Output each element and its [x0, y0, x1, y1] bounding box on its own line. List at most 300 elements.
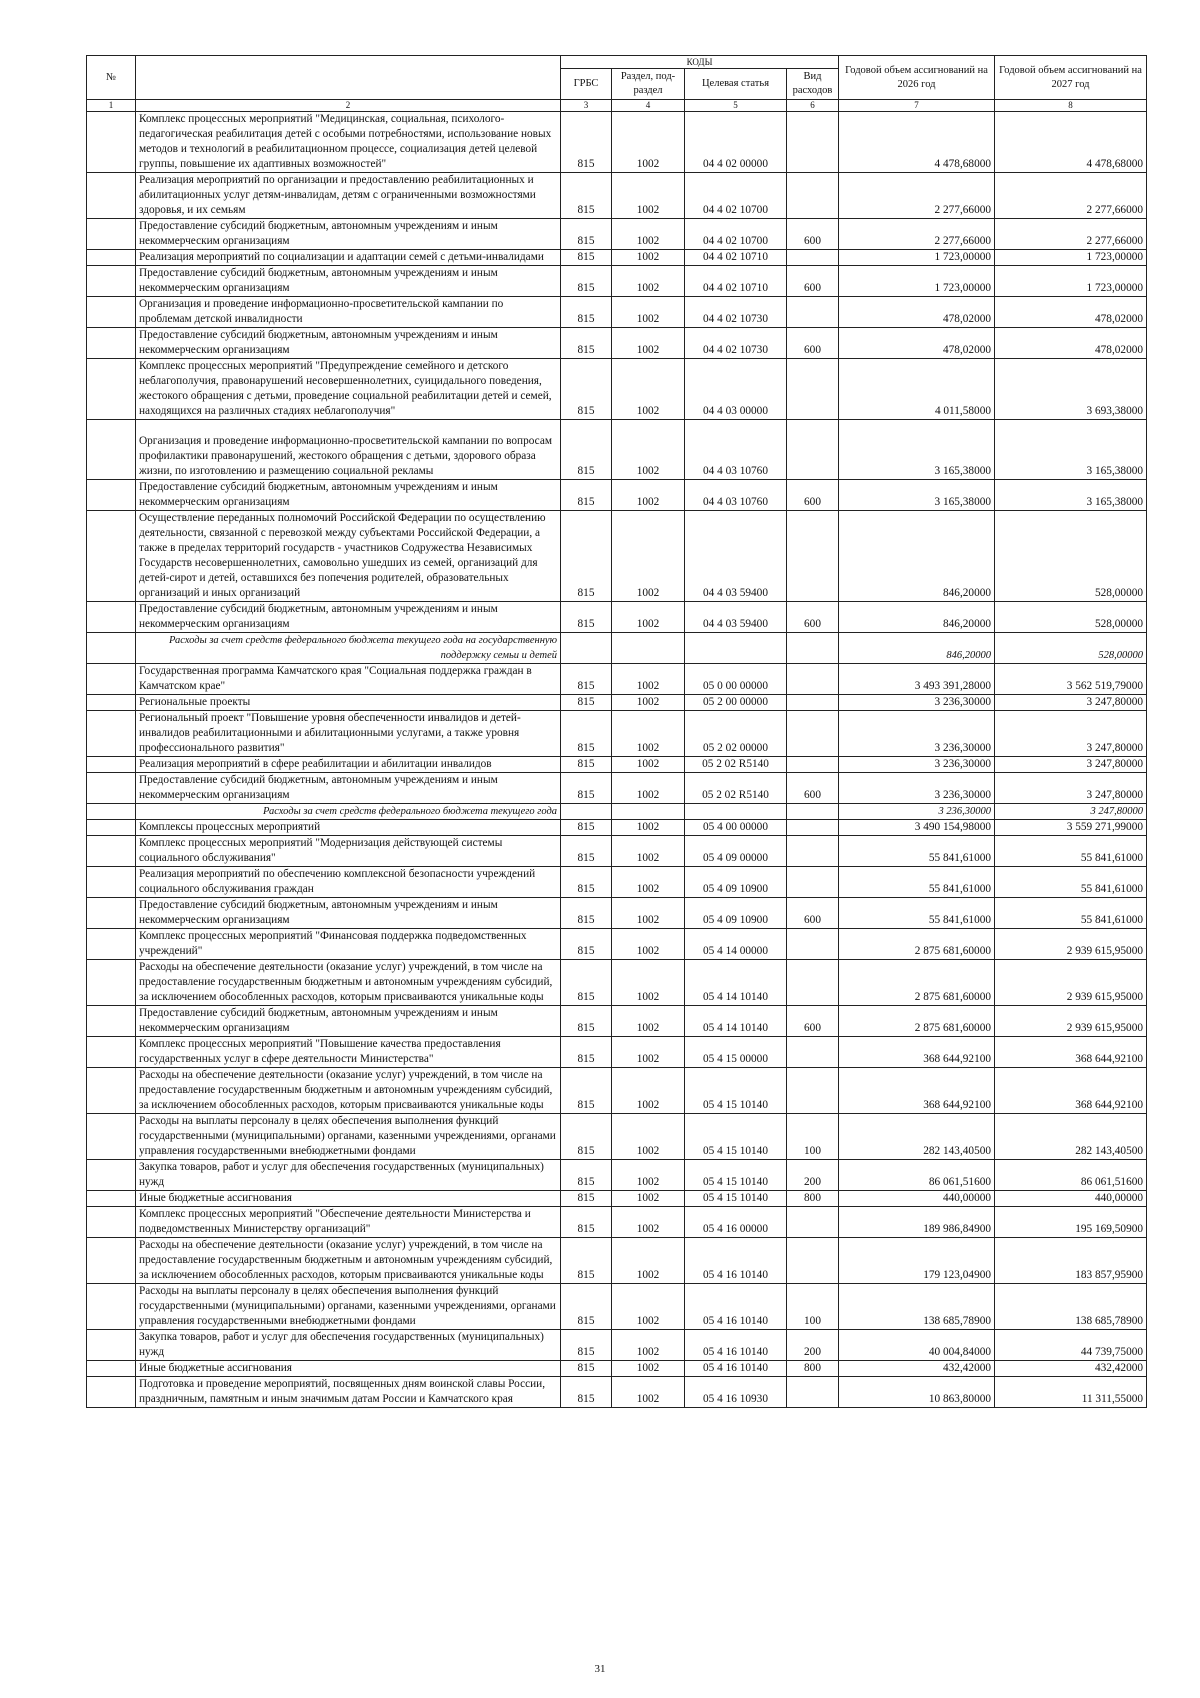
row-amount-2027-cell: 86 061,51600 — [995, 1160, 1147, 1191]
row-razdel-cell: 1002 — [612, 266, 685, 297]
row-amount-2026-cell: 3 165,38000 — [839, 480, 995, 511]
row-grbs-cell: 815 — [561, 602, 612, 633]
row-number-cell — [87, 266, 136, 297]
table-row — [87, 1377, 1147, 1408]
row-expense-type-cell — [787, 820, 839, 836]
row-razdel-cell: 1002 — [612, 328, 685, 359]
table-row — [87, 804, 1147, 820]
row-name-cell: Реализация мероприятий по организации и предоставлению реабилитационных и абилитационных услуг детям-инвалидам, детям с ограниченными возможностями здоровья, и их семьям — [136, 173, 561, 219]
row-expense-type-cell — [787, 1207, 839, 1238]
row-name-cell: Организация и проведение информационно-просветительской кампании по проблемам детской инвалидности — [136, 297, 561, 328]
row-name-cell: Комплексы процессных мероприятий — [136, 820, 561, 836]
table-row — [87, 328, 1147, 359]
row-amount-2026-cell: 2 875 681,60000 — [839, 1006, 995, 1037]
row-amount-2027-cell: 432,42000 — [995, 1361, 1147, 1377]
row-razdel-cell: 1002 — [612, 757, 685, 773]
row-number-cell — [87, 664, 136, 695]
row-number-cell — [87, 804, 136, 820]
row-number-cell — [87, 1006, 136, 1037]
row-number-cell — [87, 1330, 136, 1361]
row-razdel-cell: 1002 — [612, 480, 685, 511]
row-target-article-cell: 05 4 14 00000 — [685, 929, 787, 960]
row-amount-2026-cell: 4 011,58000 — [839, 359, 995, 420]
row-number-cell — [87, 1068, 136, 1114]
row-expense-type-cell — [787, 960, 839, 1006]
row-target-article-cell: 04 4 03 00000 — [685, 359, 787, 420]
row-number-cell — [87, 633, 136, 664]
row-target-article-cell: 05 4 15 10140 — [685, 1114, 787, 1160]
header-colnum-6: 6 — [787, 100, 839, 112]
row-name-cell: Комплекс процессных мероприятий "Медицинская, социальная, психолого-педагогическая реабилитация детей с особыми потребностями, использование новых методов и технологий в реабилитационном процессе, социализация детей целевой группы, повышение их адаптивных возможностей" — [136, 112, 561, 173]
header-num: № — [87, 56, 136, 100]
row-amount-2027-cell: 368 644,92100 — [995, 1068, 1147, 1114]
row-amount-2026-cell: 138 685,78900 — [839, 1284, 995, 1330]
row-amount-2027-cell: 3 559 271,99000 — [995, 820, 1147, 836]
row-amount-2027-cell: 3 693,38000 — [995, 359, 1147, 420]
row-expense-type-cell — [787, 511, 839, 602]
row-target-article-cell: 04 4 02 10730 — [685, 297, 787, 328]
row-grbs-cell: 815 — [561, 1037, 612, 1068]
row-amount-2026-cell: 1 723,00000 — [839, 250, 995, 266]
row-grbs-cell: 815 — [561, 297, 612, 328]
row-grbs-cell: 815 — [561, 695, 612, 711]
row-number-cell — [87, 1114, 136, 1160]
table-row — [87, 1191, 1147, 1207]
row-grbs-cell: 815 — [561, 1114, 612, 1160]
row-expense-type-cell — [787, 359, 839, 420]
row-amount-2026-cell: 3 236,30000 — [839, 773, 995, 804]
row-name-cell: Региональные проекты — [136, 695, 561, 711]
row-grbs-cell: 815 — [561, 359, 612, 420]
row-amount-2027-cell: 1 723,00000 — [995, 266, 1147, 297]
row-grbs-cell: 815 — [561, 250, 612, 266]
row-target-article-cell: 05 4 15 00000 — [685, 1037, 787, 1068]
row-amount-2026-cell: 3 493 391,28000 — [839, 664, 995, 695]
row-expense-type-cell — [787, 695, 839, 711]
table-row — [87, 1238, 1147, 1284]
row-target-article-cell: 04 4 03 59400 — [685, 602, 787, 633]
row-amount-2026-cell: 846,20000 — [839, 602, 995, 633]
row-expense-type-cell — [787, 664, 839, 695]
row-razdel-cell: 1002 — [612, 1114, 685, 1160]
row-expense-type-cell: 800 — [787, 1361, 839, 1377]
row-expense-type-cell: 200 — [787, 1160, 839, 1191]
row-amount-2027-cell: 2 939 615,95000 — [995, 960, 1147, 1006]
row-name-cell: Комплекс процессных мероприятий "Модернизация действующей системы социального обслуживания" — [136, 836, 561, 867]
row-name-cell: Расходы за счет средств федерального бюджета текущего года на государственную поддержку семьи и детей — [136, 633, 561, 664]
row-number-cell — [87, 219, 136, 250]
row-target-article-cell: 05 4 14 10140 — [685, 960, 787, 1006]
row-amount-2027-cell: 3 247,80000 — [995, 757, 1147, 773]
table-row — [87, 1068, 1147, 1114]
row-razdel-cell: 1002 — [612, 836, 685, 867]
row-name-cell: Комплекс процессных мероприятий "Предупреждение семейного и детского неблагополучия, правонарушений несовершеннолетних, суицидального поведения, жестокого обращения с детьми, проведение социальной реабилитации детей и семей, находящихся на различных стадиях неблагополучия" — [136, 359, 561, 420]
row-amount-2027-cell: 138 685,78900 — [995, 1284, 1147, 1330]
row-name-cell: Реализация мероприятий в сфере реабилитации и абилитации инвалидов — [136, 757, 561, 773]
row-grbs-cell: 815 — [561, 867, 612, 898]
row-amount-2026-cell: 3 236,30000 — [839, 695, 995, 711]
row-amount-2026-cell: 432,42000 — [839, 1361, 995, 1377]
row-amount-2027-cell: 2 939 615,95000 — [995, 929, 1147, 960]
header-colnum-8: 8 — [995, 100, 1147, 112]
row-target-article-cell: 05 2 02 R5140 — [685, 773, 787, 804]
row-amount-2026-cell: 40 004,84000 — [839, 1330, 995, 1361]
row-razdel-cell: 1002 — [612, 695, 685, 711]
row-expense-type-cell: 200 — [787, 1330, 839, 1361]
row-expense-type-cell — [787, 173, 839, 219]
row-amount-2027-cell: 528,00000 — [995, 511, 1147, 602]
row-name-cell: Предоставление субсидий бюджетным, автономным учреждениям и иным некоммерческим организациям — [136, 1006, 561, 1037]
row-amount-2026-cell: 86 061,51600 — [839, 1160, 995, 1191]
row-grbs-cell: 815 — [561, 420, 612, 480]
header-colnum-2: 2 — [136, 100, 561, 112]
row-amount-2026-cell: 368 644,92100 — [839, 1068, 995, 1114]
row-expense-type-cell — [787, 112, 839, 173]
row-grbs-cell: 815 — [561, 1191, 612, 1207]
row-amount-2026-cell: 55 841,61000 — [839, 898, 995, 929]
row-razdel-cell: 1002 — [612, 1160, 685, 1191]
row-number-cell — [87, 602, 136, 633]
row-razdel-cell: 1002 — [612, 960, 685, 1006]
row-name-cell: Осуществление переданных полномочий Российской Федерации по осуществлению деятельности, связанной с перевозкой между субъектами Российской Федерации, а также в пределах территорий государств - участников Содружества Независимых Государств несовершеннолетних, самовольно ушедших из семей, организаций для детей-сирот и детей, оставшихся без попечения родителей, образовательных организаций и иных организаций — [136, 511, 561, 602]
row-amount-2026-cell: 846,20000 — [839, 633, 995, 664]
row-amount-2027-cell: 55 841,61000 — [995, 836, 1147, 867]
row-number-cell — [87, 328, 136, 359]
row-target-article-cell — [685, 804, 787, 820]
row-name-cell: Комплекс процессных мероприятий "Финансовая поддержка подведомственных учреждений" — [136, 929, 561, 960]
row-amount-2027-cell: 282 143,40500 — [995, 1114, 1147, 1160]
row-amount-2026-cell: 55 841,61000 — [839, 836, 995, 867]
row-target-article-cell: 05 4 16 10140 — [685, 1330, 787, 1361]
row-expense-type-cell — [787, 1377, 839, 1408]
header-vid: Вид расходов — [787, 69, 839, 100]
table-row — [87, 867, 1147, 898]
row-amount-2026-cell: 2 875 681,60000 — [839, 929, 995, 960]
page-number: 31 — [594, 1663, 606, 1675]
row-grbs-cell: 815 — [561, 898, 612, 929]
table-row — [87, 898, 1147, 929]
row-amount-2026-cell: 2 277,66000 — [839, 219, 995, 250]
table-row — [87, 757, 1147, 773]
row-razdel-cell — [612, 804, 685, 820]
row-expense-type-cell: 100 — [787, 1114, 839, 1160]
row-grbs-cell: 815 — [561, 219, 612, 250]
row-expense-type-cell: 600 — [787, 898, 839, 929]
row-razdel-cell: 1002 — [612, 1377, 685, 1408]
row-expense-type-cell: 600 — [787, 480, 839, 511]
row-grbs-cell: 815 — [561, 773, 612, 804]
row-grbs-cell: 815 — [561, 960, 612, 1006]
row-target-article-cell: 05 4 16 10930 — [685, 1377, 787, 1408]
row-amount-2027-cell: 183 857,95900 — [995, 1238, 1147, 1284]
table-row — [87, 266, 1147, 297]
row-amount-2026-cell: 3 490 154,98000 — [839, 820, 995, 836]
row-amount-2027-cell: 2 277,66000 — [995, 219, 1147, 250]
row-grbs-cell: 815 — [561, 511, 612, 602]
table-row — [87, 820, 1147, 836]
row-razdel-cell: 1002 — [612, 1037, 685, 1068]
row-razdel-cell: 1002 — [612, 773, 685, 804]
header-grbs: ГРБС — [561, 69, 612, 100]
table-row — [87, 929, 1147, 960]
row-grbs-cell: 815 — [561, 820, 612, 836]
row-grbs-cell: 815 — [561, 1006, 612, 1037]
row-razdel-cell — [612, 633, 685, 664]
row-name-cell: Расходы на обеспечение деятельности (оказание услуг) учреждений, в том числе на предоставление государственным бюджетным и автономным учреждениям субсидий, за исключением обособленных расходов, которым присваиваются уникальные коды — [136, 1238, 561, 1284]
row-grbs-cell: 815 — [561, 1207, 612, 1238]
row-target-article-cell: 05 2 02 R5140 — [685, 757, 787, 773]
row-target-article-cell: 05 4 00 00000 — [685, 820, 787, 836]
row-grbs-cell: 815 — [561, 1284, 612, 1330]
row-expense-type-cell — [787, 711, 839, 757]
row-expense-type-cell — [787, 250, 839, 266]
row-number-cell — [87, 420, 136, 480]
row-razdel-cell: 1002 — [612, 1330, 685, 1361]
table-row — [87, 633, 1147, 664]
row-number-cell — [87, 480, 136, 511]
row-number-cell — [87, 1377, 136, 1408]
row-razdel-cell: 1002 — [612, 511, 685, 602]
row-name-cell: Предоставление субсидий бюджетным, автономным учреждениям и иным некоммерческим организациям — [136, 219, 561, 250]
header-razdel: Раздел, под-раздел — [612, 69, 685, 100]
table-row — [87, 960, 1147, 1006]
table-row — [87, 1037, 1147, 1068]
row-number-cell — [87, 173, 136, 219]
row-number-cell — [87, 695, 136, 711]
row-amount-2027-cell: 1 723,00000 — [995, 250, 1147, 266]
row-razdel-cell: 1002 — [612, 173, 685, 219]
row-target-article-cell: 05 4 15 10140 — [685, 1191, 787, 1207]
table-row — [87, 836, 1147, 867]
row-amount-2027-cell: 3 562 519,79000 — [995, 664, 1147, 695]
row-grbs-cell: 815 — [561, 1377, 612, 1408]
row-expense-type-cell: 600 — [787, 602, 839, 633]
row-amount-2027-cell: 528,00000 — [995, 602, 1147, 633]
table-row — [87, 219, 1147, 250]
row-amount-2027-cell: 2 277,66000 — [995, 173, 1147, 219]
header-tselevaya: Целевая статья — [685, 69, 787, 100]
row-number-cell — [87, 867, 136, 898]
header-2027: Годовой объем ассигнований на 2027 год — [995, 56, 1147, 100]
row-amount-2027-cell: 3 247,80000 — [995, 695, 1147, 711]
row-number-cell — [87, 1284, 136, 1330]
row-name-cell: Реализация мероприятий по социализации и адаптации семей с детьми-инвалидами — [136, 250, 561, 266]
row-expense-type-cell — [787, 836, 839, 867]
row-amount-2026-cell: 2 277,66000 — [839, 173, 995, 219]
row-razdel-cell: 1002 — [612, 711, 685, 757]
row-number-cell — [87, 757, 136, 773]
row-expense-type-cell: 600 — [787, 773, 839, 804]
row-amount-2027-cell: 3 247,80000 — [995, 804, 1147, 820]
row-grbs-cell: 815 — [561, 664, 612, 695]
row-grbs-cell: 815 — [561, 266, 612, 297]
row-number-cell — [87, 836, 136, 867]
row-amount-2026-cell: 3 236,30000 — [839, 804, 995, 820]
row-razdel-cell: 1002 — [612, 867, 685, 898]
row-grbs-cell: 815 — [561, 1068, 612, 1114]
row-target-article-cell: 05 4 16 00000 — [685, 1207, 787, 1238]
table-row — [87, 511, 1147, 602]
row-target-article-cell: 04 4 02 10710 — [685, 250, 787, 266]
row-name-cell: Расходы на обеспечение деятельности (оказание услуг) учреждений, в том числе на предоставление государственным бюджетным и автономным учреждениям субсидий, за исключением обособленных расходов, которым присваиваются уникальные коды — [136, 960, 561, 1006]
row-number-cell — [87, 297, 136, 328]
row-number-cell — [87, 711, 136, 757]
table-row — [87, 1284, 1147, 1330]
header-colnum-1: 1 — [87, 100, 136, 112]
row-number-cell — [87, 773, 136, 804]
table-row — [87, 420, 1147, 480]
row-target-article-cell: 05 4 15 10140 — [685, 1160, 787, 1191]
row-name-cell: Расходы на выплаты персоналу в целях обеспечения выполнения функций государственными (муниципальными) органами, казенными учреждениями, органами управления государственными внебюджетными фондами — [136, 1284, 561, 1330]
row-expense-type-cell — [787, 929, 839, 960]
row-amount-2027-cell: 195 169,50900 — [995, 1207, 1147, 1238]
row-number-cell — [87, 1207, 136, 1238]
row-razdel-cell: 1002 — [612, 1207, 685, 1238]
row-name-cell: Подготовка и проведение мероприятий, посвященных дням воинской славы России, праздничным, памятным и иным значимым датам России и Камчатского края — [136, 1377, 561, 1408]
row-expense-type-cell: 800 — [787, 1191, 839, 1207]
row-amount-2026-cell: 1 723,00000 — [839, 266, 995, 297]
table-row — [87, 1361, 1147, 1377]
row-name-cell: Организация и проведение информационно-просветительской кампании по вопросам профилактики правонарушений, жестокого обращения с детьми, здорового образа жизни, по изготовлению и размещению социальной рекламы — [136, 420, 561, 480]
row-number-cell — [87, 1238, 136, 1284]
row-target-article-cell: 04 4 03 59400 — [685, 511, 787, 602]
table-row — [87, 1207, 1147, 1238]
row-amount-2027-cell: 2 939 615,95000 — [995, 1006, 1147, 1037]
row-amount-2026-cell: 478,02000 — [839, 328, 995, 359]
row-razdel-cell: 1002 — [612, 250, 685, 266]
row-expense-type-cell — [787, 1238, 839, 1284]
table-row — [87, 695, 1147, 711]
row-amount-2026-cell: 179 123,04900 — [839, 1238, 995, 1284]
row-amount-2027-cell: 440,00000 — [995, 1191, 1147, 1207]
row-target-article-cell: 05 2 02 00000 — [685, 711, 787, 757]
row-target-article-cell: 05 4 16 10140 — [685, 1284, 787, 1330]
table-row — [87, 773, 1147, 804]
row-name-cell: Предоставление субсидий бюджетным, автономным учреждениям и иным некоммерческим организациям — [136, 602, 561, 633]
row-target-article-cell: 05 4 14 10140 — [685, 1006, 787, 1037]
table-row — [87, 297, 1147, 328]
header-2026: Годовой объем ассигнований на 2026 год — [839, 56, 995, 100]
row-number-cell — [87, 511, 136, 602]
row-name-cell: Закупка товаров, работ и услуг для обеспечения государственных (муниципальных) нужд — [136, 1330, 561, 1361]
table-row — [87, 711, 1147, 757]
row-grbs-cell — [561, 633, 612, 664]
table-row — [87, 1160, 1147, 1191]
row-number-cell — [87, 820, 136, 836]
header-colnum-5: 5 — [685, 100, 787, 112]
row-name-cell: Расходы за счет средств федерального бюджета текущего года — [136, 804, 561, 820]
row-target-article-cell: 04 4 02 10700 — [685, 219, 787, 250]
row-name-cell: Иные бюджетные ассигнования — [136, 1361, 561, 1377]
row-razdel-cell: 1002 — [612, 112, 685, 173]
row-number-cell — [87, 359, 136, 420]
table-row — [87, 173, 1147, 219]
row-expense-type-cell: 600 — [787, 1006, 839, 1037]
header-colnum-7: 7 — [839, 100, 995, 112]
row-target-article-cell: 05 0 00 00000 — [685, 664, 787, 695]
row-amount-2027-cell: 528,00000 — [995, 633, 1147, 664]
row-grbs-cell: 815 — [561, 929, 612, 960]
row-amount-2026-cell: 846,20000 — [839, 511, 995, 602]
row-razdel-cell: 1002 — [612, 1068, 685, 1114]
row-amount-2027-cell: 44 739,75000 — [995, 1330, 1147, 1361]
row-name-cell: Предоставление субсидий бюджетным, автономным учреждениям и иным некоммерческим организациям — [136, 480, 561, 511]
row-expense-type-cell — [787, 1037, 839, 1068]
row-amount-2026-cell: 3 236,30000 — [839, 711, 995, 757]
row-grbs-cell: 815 — [561, 112, 612, 173]
row-target-article-cell: 05 4 16 10140 — [685, 1361, 787, 1377]
row-expense-type-cell — [787, 297, 839, 328]
row-amount-2026-cell: 2 875 681,60000 — [839, 960, 995, 1006]
row-name-cell: Закупка товаров, работ и услуг для обеспечения государственных (муниципальных) нужд — [136, 1160, 561, 1191]
row-name-cell: Реализация мероприятий по обеспечению комплексной безопасности учреждений социального обслуживания граждан — [136, 867, 561, 898]
row-amount-2026-cell: 10 863,80000 — [839, 1377, 995, 1408]
row-name-cell: Комплекс процессных мероприятий "Обеспечение деятельности Министерства и подведомственных Министерству организаций" — [136, 1207, 561, 1238]
row-target-article-cell: 05 4 09 10900 — [685, 898, 787, 929]
row-razdel-cell: 1002 — [612, 1361, 685, 1377]
table-row — [87, 250, 1147, 266]
row-amount-2026-cell: 440,00000 — [839, 1191, 995, 1207]
row-razdel-cell: 1002 — [612, 664, 685, 695]
row-number-cell — [87, 929, 136, 960]
row-expense-type-cell: 600 — [787, 328, 839, 359]
table-row — [87, 1330, 1147, 1361]
row-razdel-cell: 1002 — [612, 820, 685, 836]
row-razdel-cell: 1002 — [612, 1191, 685, 1207]
row-number-cell — [87, 1191, 136, 1207]
row-target-article-cell: 04 4 03 10760 — [685, 480, 787, 511]
row-target-article-cell: 05 4 09 00000 — [685, 836, 787, 867]
row-grbs-cell: 815 — [561, 1361, 612, 1377]
row-expense-type-cell: 600 — [787, 266, 839, 297]
row-grbs-cell: 815 — [561, 1238, 612, 1284]
row-target-article-cell: 04 4 03 10760 — [685, 420, 787, 480]
table-row — [87, 1006, 1147, 1037]
row-name-cell: Государственная программа Камчатского края "Социальная поддержка граждан в Камчатском крае" — [136, 664, 561, 695]
row-expense-type-cell — [787, 633, 839, 664]
row-amount-2027-cell: 3 247,80000 — [995, 773, 1147, 804]
row-grbs-cell — [561, 804, 612, 820]
row-amount-2026-cell: 368 644,92100 — [839, 1037, 995, 1068]
table-body — [87, 112, 1147, 1408]
row-razdel-cell: 1002 — [612, 602, 685, 633]
row-amount-2027-cell: 3 247,80000 — [995, 711, 1147, 757]
row-amount-2026-cell: 478,02000 — [839, 297, 995, 328]
budget-table — [86, 55, 1147, 1408]
row-grbs-cell: 815 — [561, 711, 612, 757]
row-amount-2026-cell: 282 143,40500 — [839, 1114, 995, 1160]
row-razdel-cell: 1002 — [612, 359, 685, 420]
row-expense-type-cell: 100 — [787, 1284, 839, 1330]
row-grbs-cell: 815 — [561, 328, 612, 359]
row-amount-2026-cell: 3 165,38000 — [839, 420, 995, 480]
row-razdel-cell: 1002 — [612, 1238, 685, 1284]
row-number-cell — [87, 1361, 136, 1377]
row-grbs-cell: 815 — [561, 1330, 612, 1361]
row-amount-2026-cell: 3 236,30000 — [839, 757, 995, 773]
row-expense-type-cell — [787, 867, 839, 898]
row-amount-2027-cell: 368 644,92100 — [995, 1037, 1147, 1068]
row-target-article-cell: 05 4 16 10140 — [685, 1238, 787, 1284]
row-razdel-cell: 1002 — [612, 420, 685, 480]
row-name-cell: Предоставление субсидий бюджетным, автономным учреждениям и иным некоммерческим организациям — [136, 898, 561, 929]
row-amount-2026-cell: 189 986,84900 — [839, 1207, 995, 1238]
row-amount-2026-cell: 55 841,61000 — [839, 867, 995, 898]
row-name-cell: Иные бюджетные ассигнования — [136, 1191, 561, 1207]
row-expense-type-cell — [787, 804, 839, 820]
row-name-cell: Комплекс процессных мероприятий "Повышение качества предоставления государственных услуг в сфере деятельности Министерства" — [136, 1037, 561, 1068]
table-row — [87, 1114, 1147, 1160]
